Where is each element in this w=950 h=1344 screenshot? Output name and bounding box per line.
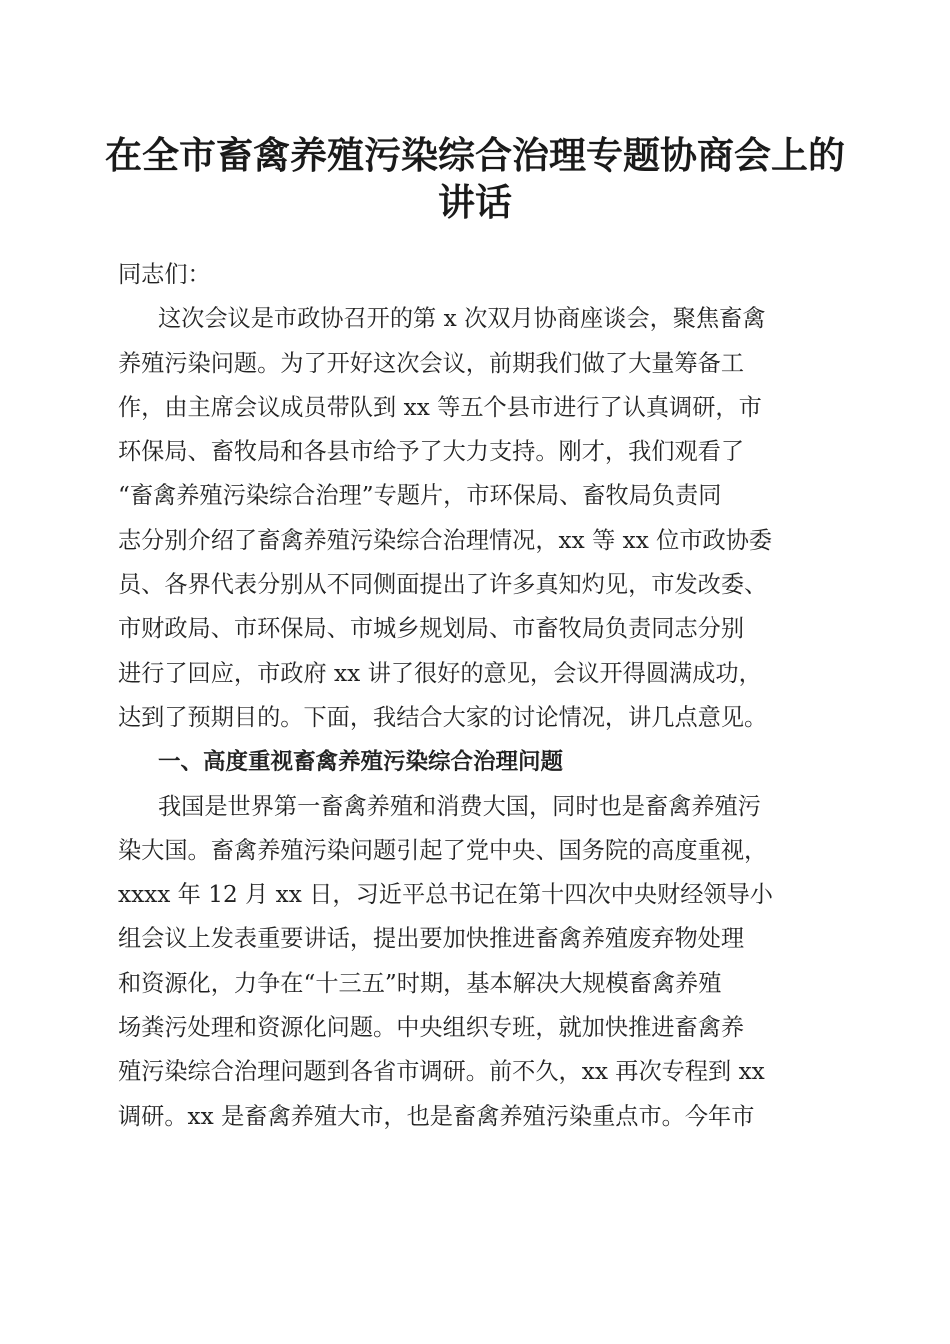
paragraph-line: 员、各界代表分别从不同侧面提出了许多真知灼见，市发改委、 xyxy=(118,571,768,599)
paragraph-line: 养殖污染问题。为了开好这次会议，前期我们做了大量筹备工 xyxy=(118,349,745,377)
document-title xyxy=(100,132,850,226)
salutation: 同志们： xyxy=(118,261,211,288)
paragraph-line: 我国是世界第一畜禽养殖和消费大国，同时也是畜禽养殖污 xyxy=(158,792,761,820)
paragraph-line: “畜禽养殖污染综合治理”专题片，市环保局、畜牧局负责同 xyxy=(118,482,722,510)
section-heading: 一、高度重视畜禽养殖污染综合治理问题 xyxy=(158,749,564,776)
paragraph-line: xxxx 年 12 月 xx 日，习近平总书记在第十四次中央财经领导小 xyxy=(118,881,773,909)
paragraph-line: 组会议上发表重要讲话，提出要加快推进畜禽养殖废弃物处理 xyxy=(118,925,745,953)
paragraph-line: 作，由主席会议成员带队到 xx 等五个县市进行了认真调研，市 xyxy=(118,393,762,421)
paragraph-line: 环保局、畜牧局和各县市给予了大力支持。刚才，我们观看了 xyxy=(118,438,745,466)
paragraph-line: 志分别介绍了畜禽养殖污染综合治理情况，xx 等 xx 位市政协委 xyxy=(118,526,773,554)
paragraph-line: 和资源化，力争在“十三五”时期，基本解决大规模畜禽养殖 xyxy=(118,969,722,997)
paragraph-line: 调研。xx 是畜禽养殖大市，也是畜禽养殖污染重点市。今年市 xyxy=(118,1102,755,1130)
paragraph-line: 进行了回应，市政府 xx 讲了很好的意见，会议开得圆满成功， xyxy=(118,659,762,687)
paragraph-line: 殖污染综合治理问题到各省市调研。前不久，xx 再次专程到 xx xyxy=(118,1058,765,1086)
paragraph-line: 达到了预期目的。下面，我结合大家的讨论情况，讲几点意见。 xyxy=(118,703,768,731)
title-line-2: 讲话 xyxy=(438,180,512,224)
document-body xyxy=(118,253,830,1139)
paragraph-line: 市财政局、市环保局、市城乡规划局、市畜牧局负责同志分别 xyxy=(118,615,745,643)
paragraph-line: 染大国。畜禽养殖污染问题引起了党中央、国务院的高度重视， xyxy=(118,836,768,864)
paragraph-line: 这次会议是市政协召开的第 x 次双月协商座谈会，聚焦畜禽 xyxy=(158,305,766,333)
title-line-1: 在全市畜禽养殖污染综合治理专题协商会上的 xyxy=(105,133,845,177)
paragraph-line: 场粪污处理和资源化问题。中央组织专班，就加快推进畜禽养 xyxy=(118,1014,745,1042)
